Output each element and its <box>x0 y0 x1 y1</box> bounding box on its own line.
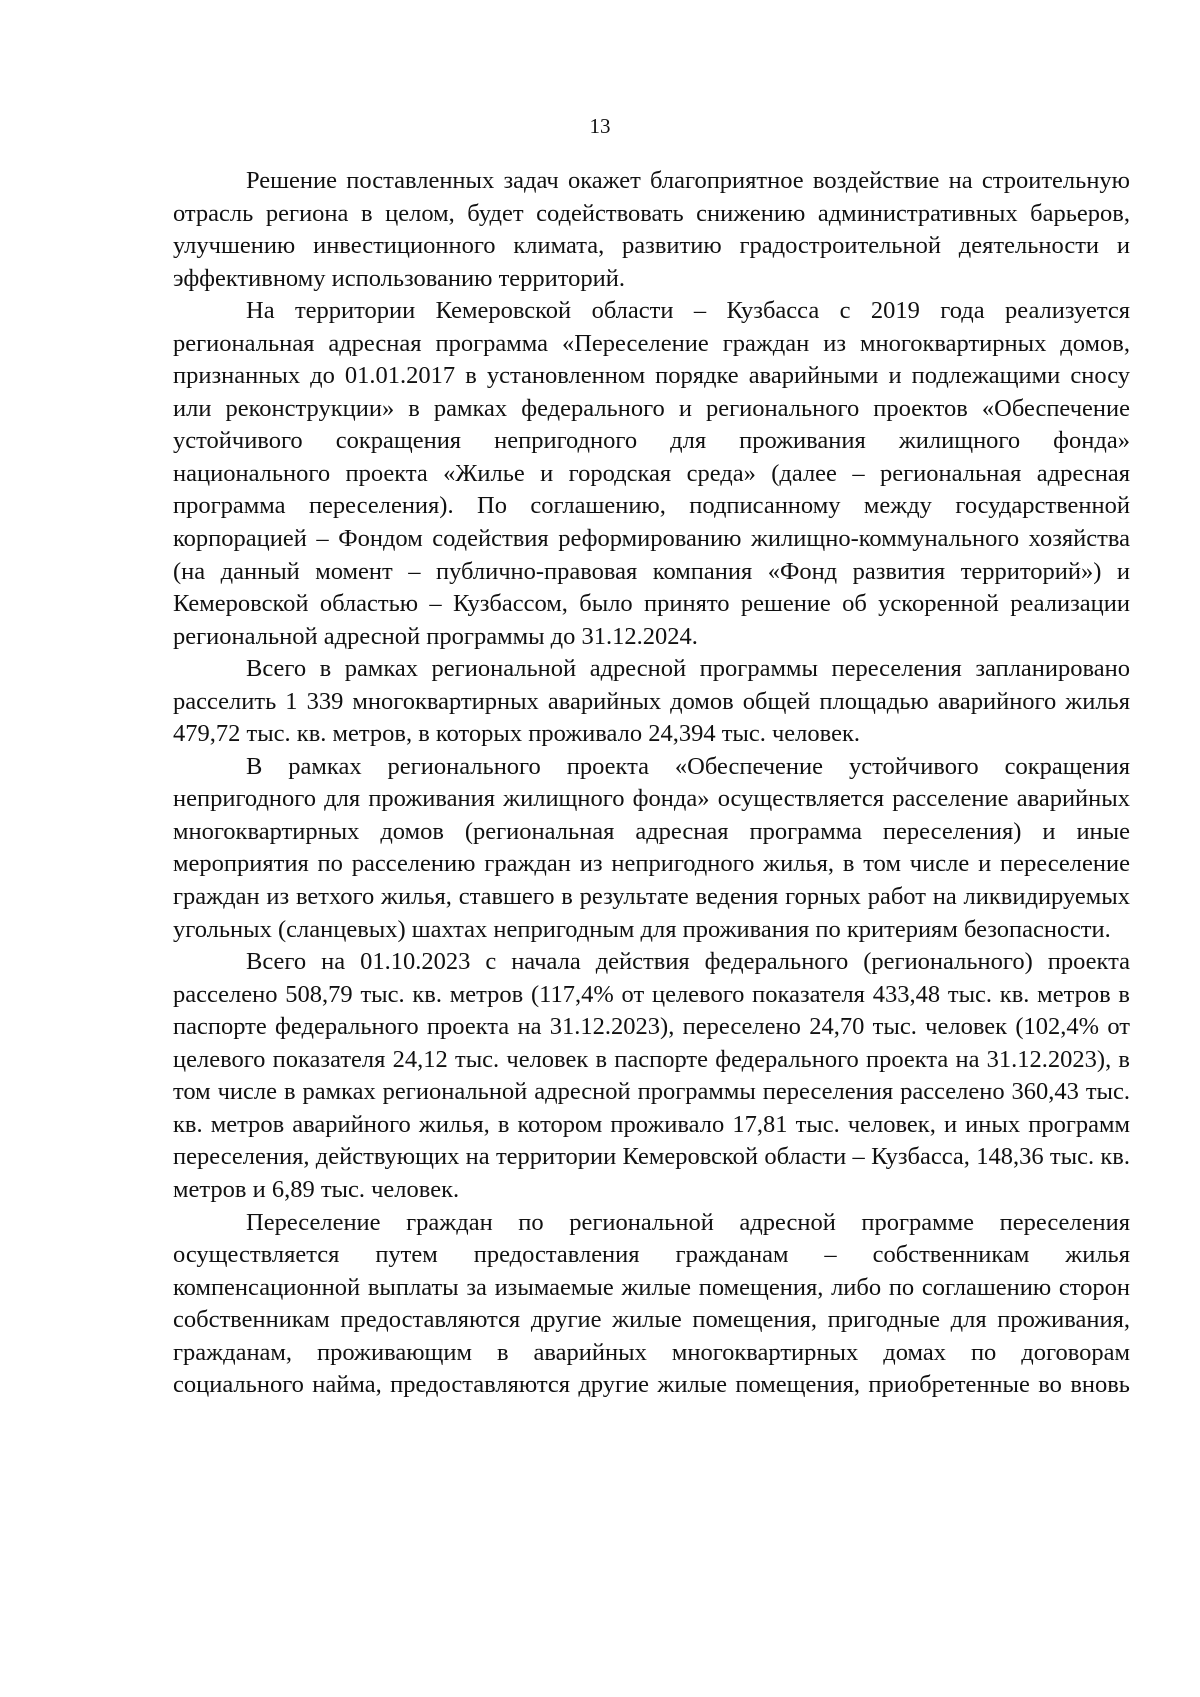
paragraph-outcomes: Решение поставленных задач окажет благоприятное воздействие на строительную отрасль региона в целом, будет содействовать снижению административных барьеров, улучшению инвестиционного климата, развитию градостроительной деятельности и эффективному использованию территорий. <box>173 167 1130 292</box>
paragraph-resettlement-program: На территории Кемеровской области – Кузбасса с 2019 года реализуется региональная адресная программа «Переселение граждан из многоквартирных домов, признанных до 01.01.2017 в установленном порядке аварийными и подлежащими сносу или реконструкции» в рамках федерального и регионального проектов «Обеспечение устойчивого сокращения непригодного для проживания жилищного фонда» национального проекта «Жилье и городская среда» (далее – региональная адресная программа переселения). По соглашению, подписанному между государственной корпорацией – Фондом содействия реформированию жилищно-коммунального хозяйства (на данный момент – публично-правовая компания «Фонд развития территорий») и Кемеровской областью – Кузбассом, было принято решение об ускоренной реализации региональной адресной программы до 31.12.2024. <box>173 297 1130 650</box>
paragraph-resettlement-methods: Переселение граждан по региональной адресной программе переселения осуществляется путем предоставления гражданам – собственникам жилья компенсационной выплаты за изымаемые жилые помещения, либо по соглашению сторон собственникам предоставляются другие жилые помещения, пригодные для проживания, гражданам, проживающим в аварийных многоквартирных домах по договорам социального найма, предоставляются другие жилые помещения, приобретенные во вновь <box>173 1208 1130 1399</box>
page-number: 13 <box>589 114 611 138</box>
paragraph-regional-project: В рамках регионального проекта «Обеспечение устойчивого сокращения непригодного для проживания жилищного фонда» осуществляется расселение аварийных многоквартирных домов (региональная адресная программа переселения) и иные мероприятия по расселению граждан из непригодного жилья, в том числе и переселение граждан из ветхого жилья, ставшего в результате ведения горных работ на ликвидируемых угольных (сланцевых) шахтах непригодным для проживания по критериям безопасности. <box>173 752 1130 943</box>
paragraph-planned-volume: Всего в рамках региональной адресной программы переселения запланировано расселить 1 339 многоквартирных аварийных домов общей площадью аварийного жилья 479,72 тыс. кв. метров, в которых проживало 24,394 тыс. человек. <box>173 655 1130 748</box>
paragraph-progress-figures: Всего на 01.10.2023 с начала действия федерального (регионального) проекта расселено 508,79 тыс. кв. метров (117,4% от целевого показателя 433,48 тыс. кв. метров в паспорте федерального проекта на 31.12.2023), переселено 24,70 тыс. человек (102,4% от целевого показателя 24,12 тыс. человек в паспорте федерального проекта на 31.12.2023), в том числе в рамках региональной адресной программы переселения расселено 360,43 тыс. кв. метров аварийного жилья, в котором проживало 17,81 тыс. человек, и иных программ переселения, действующих на территории Кемеровской области – Кузбасса, 148,36 тыс. кв. метров и 6,89 тыс. человек. <box>173 948 1130 1203</box>
document-body <box>173 165 1130 1402</box>
